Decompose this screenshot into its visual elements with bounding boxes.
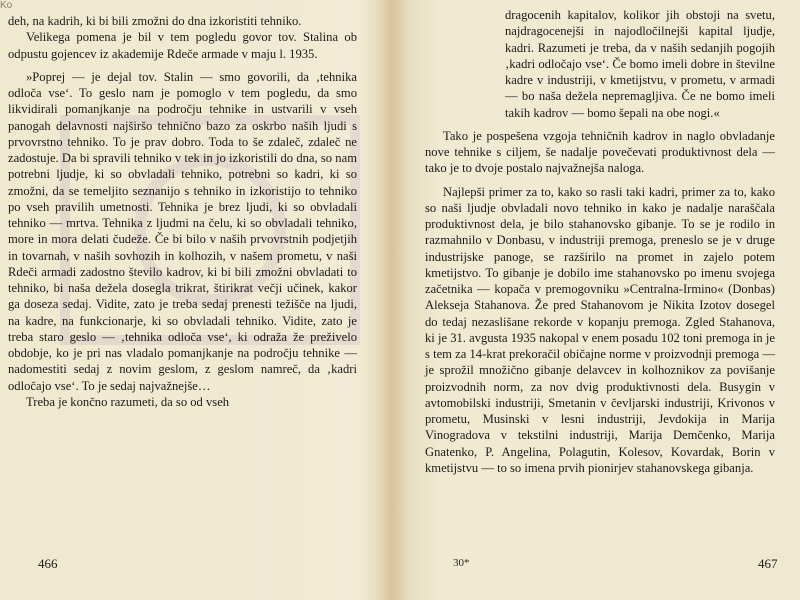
paragraph: Najlepši primer za to, kako so rasli taki kadri, primer za to, kako so naši ljudje obvladali novo tehniko in kako je nadalje naraščala produktivnost dela, je bilo stahanovsko gibanje. To se je rodilo in razmahnilo v Donbasu, v industriji premoga, preneslo se je v druge industrijske panoge, se razširilo na promet in zajelo potem kmetijstvo. To gibanje je dobilo ime stahanovsko po imenu svojega začetnika — kopača v premogovniku »Centralna-Irmino« (Donbas) Alekseja Stahanova. Že pred Stahanovom je Nikita Izotov dosegel do tedaj nezaslišane rekorde v kopanju premoga. Zgled Stahanova, ki je 31. avgusta 1935 nakopal v enem posadu 102 toni premoga in je s tem za 14-krat prekoračil običajne norme v proizvodnji premoga — je sprožil množično gibanje delavcev in kolhoznikov za povišanje proizvodnih norm, za nov dvig produktivnosti dela. Busygin v avtomobilski industriji, Smetanin v čevljarski industriji, Krivonos v prometu, Musinski v lesni industriji, Jevdokija in Marija Vinogradova v tekstilni industriji, Marija Demčenko, Marija Gnatenko, P. Angelina, Polagutin, Kolesov, Kovardak, Borin v kmetijstvu — to so imena prvih pionirjev stahanovskega gibanja. bbox=[425, 184, 775, 475]
paragraph: Tako je pospešena vzgoja tehničnih kadrov in naglo obvladanje nove tehnike s ciljem, še nadalje povečevati produktivnost dela — tako je to dvoje postalo najvažnejša naloga. bbox=[425, 128, 775, 176]
paragraph: Velikega pomena je bil v tem pogledu govor tov. Stalina ob odpustu gojencev iz akademije Rdeče armade v maju l. 1935. bbox=[8, 30, 357, 61]
paragraph: Treba je končno razumeti, da so od vseh bbox=[26, 394, 230, 409]
page-number-right: 467 bbox=[758, 556, 778, 571]
left-page bbox=[0, 0, 394, 600]
corner-mark: Ko bbox=[0, 0, 13, 11]
quote-paragraph: »Poprej — je dejal tov. Stalin — smo govorili, da ‚tehnika odloča vse‘. To geslo nam je pomoglo v tem pogledu, da smo likvidirali pomanjkanje na področju tehnike in ustvarili v vseh panogah delavnosti najširšo tehnično bazo za oskrbo naših ljudi s prvovrstno tehniko. To je prav dobro. Toda to še zdaleč, zdaleč ne zadostuje. Da bi spravili tehniko v tek in jo izkoristili do dna, so nam potrebni ljudje, ki so obvladali tehniko, potrebni so kadri, ki so zmožni, da se temeljito seznanijo s tehniko in izkoristijo to tehniko po vseh pravilih umetnosti. Tehnika je brez ljudi, ki so obvladali tehniko — mrtva. Tehnika z ljudmi na čelu, ki so obvladali tehniko, more in mora delati čudeže. Če bi bilo v naših prvovrstnih podjetjih in tovarnah, v naših sovhozih in kolhozih, v našem prometu, v naši Rdeči armadi zadostno število kadrov, ki bi bili zmožni obvladati to tehniko, bi naša dežela dosegla trikrat, štirikrat večji učinek, kakor ga doseza sedaj. Vidite, zato je treba sedaj prenesti težišče na ljudi, na kadre, na funkcionarje, ki so obvladali tehniko. Vidite, zato je treba staro geslo — ‚tehnika odloča vse‘, ki odraža že preživelo obdobje, ko je pri nas vladalo pomanjkanje na področju tehnike — nadomestiti sedaj z novim geslom, z geslom namreč, da ‚kadri odločajo vse‘. To je sedaj najvažnejše… bbox=[8, 69, 357, 393]
paragraph: deh, na kadrih, ki bi bili zmožni do dna izkoristiti tehniko. bbox=[8, 14, 302, 28]
printer-signature: 30* bbox=[453, 557, 470, 569]
right-page-text bbox=[425, 7, 775, 476]
left-page-text bbox=[8, 13, 357, 410]
page-number-left: 466 bbox=[38, 556, 58, 571]
right-page bbox=[404, 0, 800, 600]
quote-continuation: dragocenih kapitalov, kolikor jih obstoji na svetu, najdragocenejši in najodločilnejši kapital ljudje, kadri. Razumeti je treba, da v naših sedanjih pogojih ‚kadri odločajo vse‘. Če bomo imeli dobre in številne kadre v industriji, v kmetijstvu, v prometu, v armadi — bo naša dežela nepremagljiva. Če ne bomo imeli takih kadrov — bomo šepali na obe nogi.« bbox=[505, 8, 775, 120]
